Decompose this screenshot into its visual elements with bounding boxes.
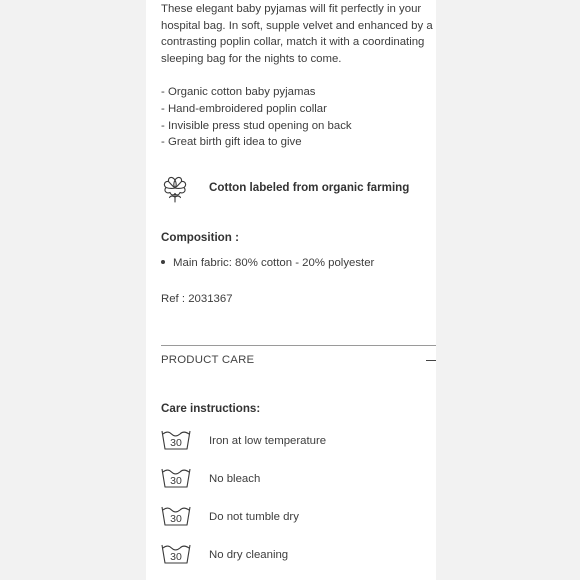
care-instruction-label: No bleach bbox=[209, 473, 261, 485]
product-care-title: PRODUCT CARE bbox=[161, 354, 255, 366]
care-instruction-label: Iron at low temperature bbox=[209, 435, 327, 447]
product-care-accordion-toggle[interactable] bbox=[161, 346, 436, 374]
care-instruction-label: Do not tumble dry bbox=[209, 511, 299, 523]
bullet-dot-icon bbox=[161, 260, 165, 264]
organic-cotton-label: Cotton labeled from organic farming bbox=[209, 181, 410, 194]
description-paragraph: These elegant baby pyjamas will fit perfectly in your hospital bag. In soft, supple velvet and enhanced by a contrasting poplin collar, match it with a coordinating sleeping bag for the nights to come. bbox=[161, 3, 433, 65]
wash-30-icon bbox=[161, 505, 191, 527]
wash-temp-label: 30 bbox=[170, 513, 182, 525]
composition-item: Main fabric: 80% cotton - 20% polyester bbox=[173, 257, 375, 269]
wash-temp-label: 30 bbox=[170, 475, 182, 487]
care-instructions-title: Care instructions: bbox=[161, 402, 261, 415]
minus-icon[interactable] bbox=[426, 360, 436, 361]
product-description bbox=[161, 1, 436, 67]
cotton-flower-icon bbox=[161, 174, 189, 204]
composition-title: Composition : bbox=[161, 231, 239, 244]
care-instruction-item bbox=[161, 429, 436, 455]
care-instruction-item bbox=[161, 543, 436, 569]
composition-list bbox=[161, 257, 374, 269]
care-instruction-label: No dry cleaning bbox=[209, 549, 289, 561]
care-instruction-item bbox=[161, 467, 436, 493]
wash-30-icon bbox=[161, 467, 191, 489]
feature-item: - Hand-embroidered poplin collar bbox=[161, 102, 327, 115]
wash-30-icon bbox=[161, 543, 191, 565]
care-instruction-item bbox=[161, 505, 436, 531]
organic-cotton-badge bbox=[161, 174, 436, 204]
feature-item: - Organic cotton baby pyjamas bbox=[161, 86, 316, 98]
feature-list bbox=[161, 84, 352, 151]
product-reference: Ref : 2031367 bbox=[161, 293, 233, 305]
feature-item: - Great birth gift idea to give bbox=[161, 136, 302, 149]
wash-temp-label: 30 bbox=[170, 437, 182, 449]
wash-temp-label: 30 bbox=[170, 551, 182, 563]
feature-item: - Invisible press stud opening on back bbox=[161, 119, 352, 132]
wash-30-icon bbox=[161, 429, 191, 451]
